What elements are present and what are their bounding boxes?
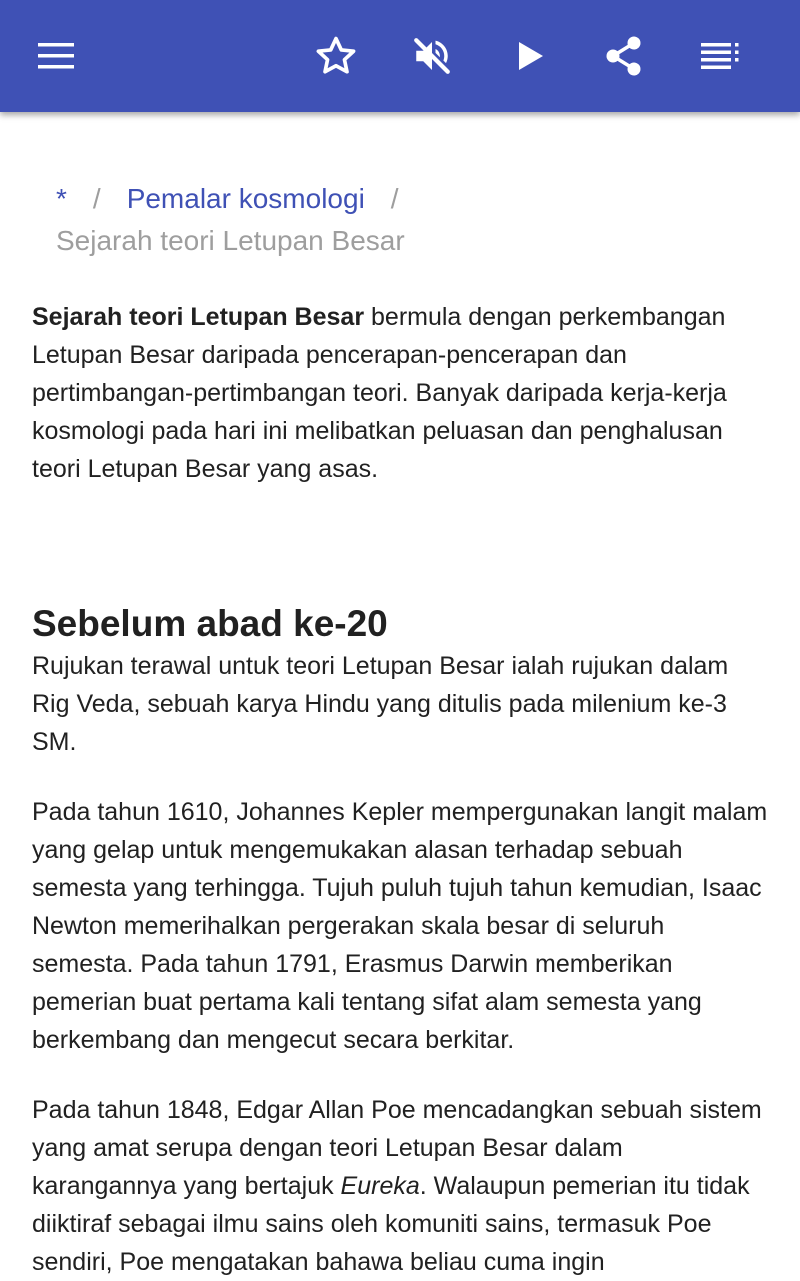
list-icon: [700, 43, 740, 69]
eureka-title-italic: Eureka: [340, 1172, 420, 1200]
volume-off-icon: [411, 35, 453, 77]
intro-paragraph: [32, 298, 768, 488]
hamburger-menu-icon: [36, 42, 76, 70]
play-icon: [515, 40, 545, 72]
menu-button[interactable]: [28, 28, 84, 84]
section-heading: Sebelum abad ke-20: [32, 603, 388, 644]
share-button[interactable]: [596, 28, 652, 84]
paragraph-3-text-a: Pada tahun 1848, Edgar Allan Poe mencadangkan sebuah sistem yang amat serupa dengan teori Letupan Besar dalam karangannya yang bertajuk: [32, 1096, 762, 1200]
mute-button[interactable]: [404, 28, 460, 84]
breadcrumb-home-link[interactable]: *: [56, 183, 67, 214]
intro-text: bermula dengan perkembangan Letupan Besar daripada pencerapan-pencerapan dan pertimbangan-pertimbangan teori. Banyak daripada kerja-kerja kosmologi pada hari ini melibatkan peluasan dan penghalusan teori Letupan Besar yang asas.: [32, 303, 727, 483]
app-toolbar: [0, 0, 800, 112]
play-button[interactable]: [502, 28, 558, 84]
breadcrumb-separator: /: [390, 183, 399, 214]
table-of-contents-button[interactable]: [692, 28, 748, 84]
breadcrumb-parent-link[interactable]: Pemalar kosmologi: [126, 183, 365, 214]
paragraph-3: [32, 1091, 768, 1281]
paragraph-2: Pada tahun 1610, Johannes Kepler mempergunakan langit malam yang gelap untuk mengemukakan alasan terhadap sebuah semesta yang terhingga. Tujuh puluh tujuh tahun kemudian, Isaac Newton memerihalkan pergerakan skala besar di seluruh semesta. Pada tahun 1791, Erasmus Darwin memberikan pemerian buat pertama kali tentang sifat alam semesta yang berkembang dan mengecut secara berkitar.: [32, 798, 768, 1054]
paragraph-1: Rujukan terawal untuk teori Letupan Besar ialah rujukan dalam Rig Veda, sebuah karya Hindu yang ditulis pada milenium ke-3 SM.: [32, 652, 729, 756]
breadcrumb-separator: /: [92, 183, 101, 214]
paragraph-3-text-b: . Walaupun pemerian itu tidak diiktiraf sebagai ilmu sains oleh komuniti sains, termasuk Poe sendiri, Poe mengatakan bahawa beliau cuma ingin: [32, 1172, 750, 1276]
bookmark-button[interactable]: [308, 28, 364, 84]
share-icon: [604, 35, 644, 77]
breadcrumb-current-page: Sejarah teori Letupan Besar: [56, 225, 405, 256]
breadcrumb: [32, 178, 768, 262]
article-title-bold: Sejarah teori Letupan Besar: [32, 303, 365, 331]
star-outline-icon: [314, 34, 358, 78]
article-content: [32, 112, 768, 1281]
